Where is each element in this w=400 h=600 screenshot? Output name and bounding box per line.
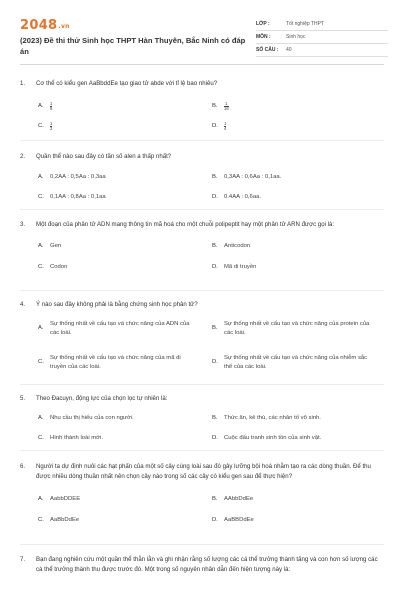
option-letter: D.: [212, 193, 218, 200]
option-a[interactable]: [38, 173, 106, 182]
question-number: 1.: [20, 80, 26, 87]
option-letter: D.: [212, 122, 218, 129]
option-letter: D.: [212, 517, 218, 523]
option-letter: B.: [212, 496, 218, 502]
fraction-denominator: 16: [224, 105, 229, 111]
option-text: AAbbDdEe: [224, 496, 254, 502]
question-number: 3.: [20, 221, 26, 228]
option-letter: D.: [212, 263, 218, 270]
option-letter: A.: [38, 173, 44, 180]
question-2: [20, 152, 384, 200]
option-c[interactable]: [38, 516, 79, 525]
option-c[interactable]: [38, 122, 52, 131]
meta-value: Tốt nghiệp THPT: [286, 21, 324, 27]
option-b[interactable]: [212, 495, 253, 504]
meta-key: LỚP :: [256, 21, 270, 27]
option-d[interactable]: [212, 434, 321, 443]
question-7: [20, 555, 384, 574]
option-text: 0,3AA : 0,6Aa : 0,1aa.: [224, 173, 282, 180]
logo-text: 2048: [20, 18, 58, 33]
question-text: Bạn đang nghiên cứu một quần thể thằn lằn và ghi nhận rằng số lượng các cá thể trưởng thành tăng và con hơn số lượng các cá thể trưởng thành thu được trước đó. Một trong số nguyên nhân dẫn đến hiện tượng này là:: [36, 556, 378, 573]
option-letter: C.: [38, 434, 44, 441]
exam-meta: [256, 18, 388, 57]
question-text: Cơ thể có kiểu gen AaBbddEe tạo giao tử abde với tỉ lệ bao nhiêu?: [36, 80, 218, 87]
fraction-numerator: 1: [225, 100, 228, 106]
option-text: 0,1AA : 0,8Aa : 0,1aa: [50, 193, 106, 200]
option-letter: B.: [212, 242, 218, 249]
option-d[interactable]: [212, 354, 372, 372]
question-divider: [20, 140, 384, 141]
option-letter: C.: [38, 263, 44, 270]
option-text: Sự thống nhất về cấu tạo và chức năng của mã di truyền của các loài.: [50, 354, 181, 370]
question-divider: [20, 544, 384, 545]
option-letter: A.: [38, 496, 44, 502]
option-text: AaBbDdEe: [50, 517, 80, 523]
question-3: [20, 220, 384, 270]
question-stem: [20, 220, 384, 230]
option-letter: C.: [38, 122, 44, 129]
meta-key: SỐ CÂU :: [256, 47, 279, 53]
option-text: Codon: [50, 263, 68, 270]
question-text: Ý nào sau đây không phải là bằng chứng sinh học phân tử?: [36, 301, 198, 308]
exam-title: (2023) Đề thi thử Sinh học THPT Hàn Thuyên, Bắc Ninh có đáp án: [20, 36, 246, 56]
question-number: 2.: [20, 153, 26, 160]
option-letter: C.: [38, 359, 44, 365]
option-text: Sự thống nhất về cấu tạo và chức năng của nhiễm sắc thể của các loài.: [224, 354, 368, 370]
option-letter: C.: [38, 193, 44, 200]
option-text: 0,2AA : 0,5Aa : 0,3aa: [50, 173, 106, 180]
question-6: [20, 462, 384, 523]
option-b[interactable]: [212, 320, 372, 338]
option-letter: B.: [212, 325, 218, 331]
fraction-denominator: 4: [224, 125, 227, 131]
option-c[interactable]: [38, 354, 198, 372]
question-text: Người ta dự định nuôi các hạt phấn của một số cây cùng loài sau đó gây lưỡng bội hoá nhằm tạo ra các dòng thuần. Để thu được nhiều dòng thuần nhất nên chọn cây nào trong số các cây có kiểu gen sau để thực hiện?: [36, 463, 371, 480]
option-letter: B.: [212, 102, 218, 109]
option-letter: B.: [212, 173, 218, 180]
fraction-numerator: 1: [50, 100, 53, 106]
option-letter: D.: [212, 359, 218, 365]
option-text: Cuộc đấu tranh sinh tồn của sinh vật.: [224, 434, 322, 441]
site-logo[interactable]: [20, 18, 70, 33]
question-divider: [20, 209, 384, 210]
meta-row-count: [256, 44, 388, 57]
meta-row-class: [256, 18, 388, 31]
fraction: [50, 122, 52, 131]
fraction-denominator: 2: [50, 125, 53, 131]
question-stem: [20, 394, 384, 404]
logo-tld: .vn: [58, 23, 70, 30]
question-stem: [20, 555, 384, 574]
option-d[interactable]: [212, 516, 254, 525]
question-stem: [20, 300, 384, 310]
question-number: 6.: [20, 463, 26, 470]
fraction: [224, 102, 229, 111]
option-a[interactable]: [38, 242, 61, 251]
question-1: [20, 79, 384, 131]
question-divider: [20, 384, 384, 385]
question-stem: [20, 79, 384, 89]
fraction-numerator: 1: [224, 120, 227, 126]
meta-row-subject: [256, 31, 388, 44]
option-d[interactable]: [212, 122, 226, 131]
meta-key: MÔN :: [256, 34, 271, 40]
meta-value: 40: [286, 47, 292, 53]
option-text: Thức ăn, kẻ thù, các nhân tố vô sinh.: [224, 414, 321, 421]
option-text: Gen: [50, 242, 62, 249]
question-divider: [20, 290, 384, 291]
option-text: 0.4AA : 0,6aa.: [224, 193, 262, 200]
option-c[interactable]: [38, 263, 67, 272]
option-text: Nhu cầu thị hiếu của con người.: [50, 414, 134, 421]
option-a[interactable]: [38, 495, 80, 504]
option-letter: A.: [38, 102, 44, 109]
option-text: Mã di truyền: [224, 263, 257, 270]
question-stem: [20, 462, 384, 481]
option-c[interactable]: [38, 193, 106, 202]
question-number: 4.: [20, 301, 26, 308]
option-text: AaBBDdEe: [224, 517, 254, 523]
page-header: [20, 18, 388, 58]
option-a[interactable]: [38, 414, 134, 423]
option-b[interactable]: [212, 173, 281, 182]
option-letter: A.: [38, 242, 44, 249]
option-letter: C.: [38, 517, 44, 523]
option-b[interactable]: [212, 102, 229, 111]
fraction-denominator: 8: [50, 105, 53, 111]
header-divider: [20, 64, 384, 65]
option-c[interactable]: [38, 434, 103, 443]
question-divider: [20, 450, 384, 451]
fraction-numerator: 1: [50, 120, 53, 126]
question-text: Theo Đacuyn, động lực của chọn lọc tự nhiên là:: [36, 395, 168, 402]
question-5: [20, 394, 384, 441]
question-4: [20, 300, 384, 370]
option-text: Sự thống nhất về cấu tạo và chức năng của protein của các loài.: [224, 320, 370, 336]
question-number: 5.: [20, 395, 26, 402]
question-stem: [20, 152, 384, 162]
option-letter: A.: [38, 414, 44, 421]
question-text: Quần thể nào sau đây có tần số alen a thấp nhất?: [36, 153, 172, 160]
option-text: Hình thành loài mới.: [50, 434, 103, 441]
option-a[interactable]: [38, 102, 52, 111]
option-text: AabbDDEE: [50, 496, 81, 502]
option-letter: A.: [38, 325, 44, 331]
fraction: [50, 102, 52, 111]
option-d[interactable]: [212, 263, 256, 272]
fraction: [224, 122, 226, 131]
option-b[interactable]: [212, 414, 321, 423]
option-b[interactable]: [212, 242, 250, 251]
meta-value: Sinh học: [286, 34, 306, 40]
option-text: Anticodon: [224, 242, 251, 249]
option-a[interactable]: [38, 320, 198, 338]
option-letter: D.: [212, 434, 218, 441]
question-number: 7.: [20, 556, 26, 563]
option-d[interactable]: [212, 193, 261, 202]
option-letter: B.: [212, 414, 218, 421]
question-text: Một đoạn của phân tử ADN mang thông tin mã hoá cho một chuỗi polipeptit hay một phân tử ARN được gọi là:: [36, 221, 335, 228]
option-text: Sự thống nhất về cấu tạo và chức năng của ADN của các loài.: [50, 320, 190, 336]
